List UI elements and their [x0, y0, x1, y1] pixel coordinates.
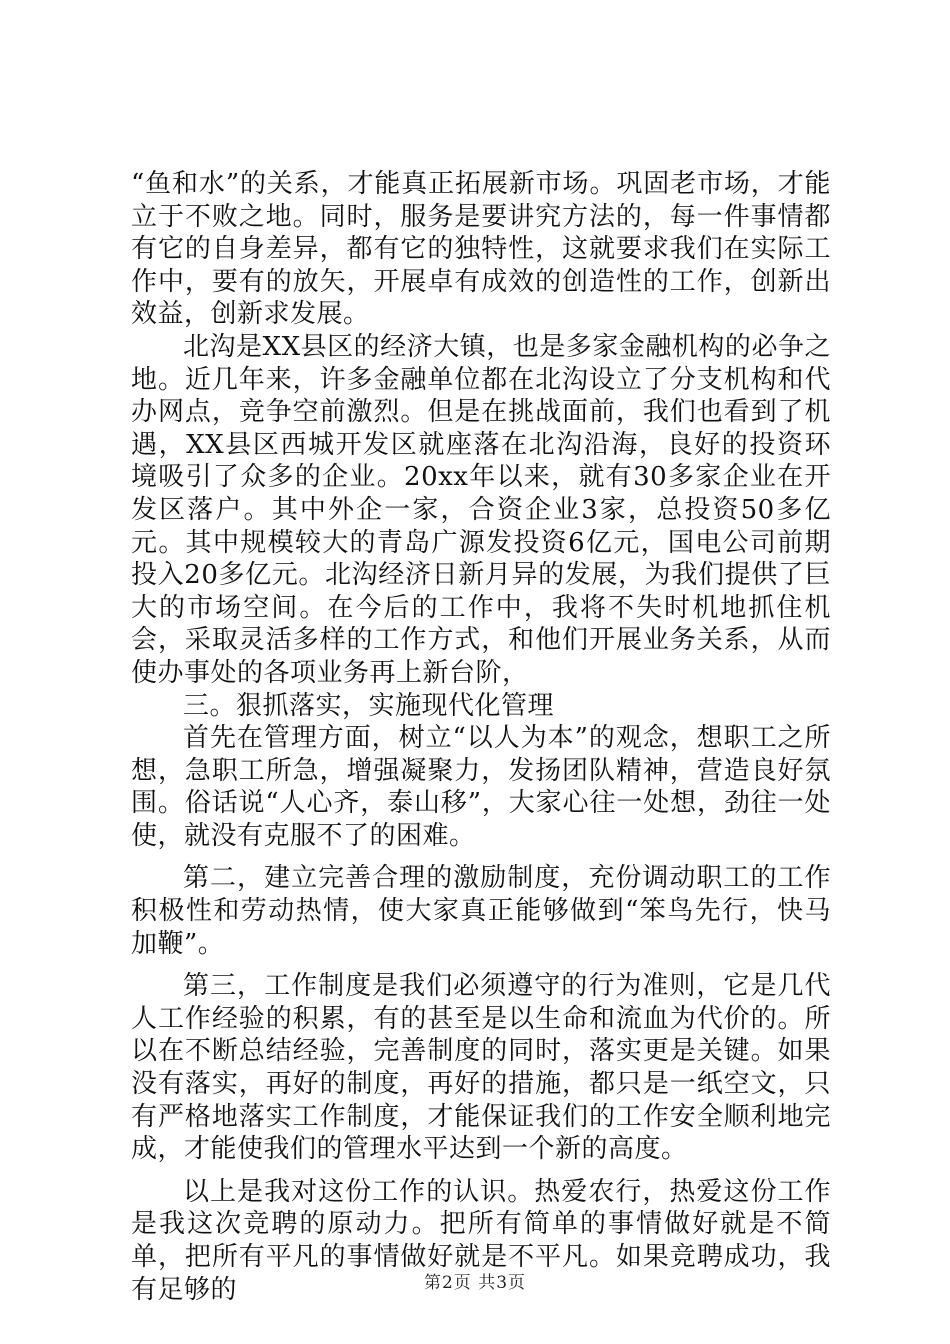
paragraph-management-first: 首先在管理方面，树立“以人为本”的观念，想职工之所想，急职工所急，增强凝聚力，发扬团队精神，营造良好氛围。俗话说“人心齐，泰山移”，大家心往一处想，劲往一处使，就没有克服不了的困难。: [131, 723, 831, 851]
document-body: [131, 168, 831, 1306]
paragraph-continuation: “鱼和水”的关系，才能真正拓展新市场。巩固老市场，才能立于不败之地。同时，服务是要讲究方法的，每一件事情都有它的自身差异，都有它的独特性，这就要求我们在实际工作中，要有的放矢，开展卓有成效的创造性的工作，创新出效益，创新求发展。: [131, 169, 831, 330]
paragraph-management-second: 第二，建立完善合理的激励制度，充份调动职工的工作积极性和劳动热情，使大家真正能够做到“笨鸟先行，快马加鞭”。: [131, 863, 831, 959]
paragraph-beigou: 北沟是XX县区的经济大镇，也是多家金融机构的必争之地。近几年来，许多金融单位都在北沟设立了分支机构和代办网点，竞争空前激烈。但是在挑战面前，我们也看到了机遇，XX县区西城开发区就座落在北沟沿海，良好的投资环境吸引了众多的企业。20xx年以来，就有30多家企业在开发区落户。其中外企一家，合资企业3家，总投资50多亿元。其中规模较大的青岛广源发投资6亿元，国电公司前期投入20多亿元。北沟经济日新月异的发展，为我们提供了巨大的市场空间。在今后的工作中，我将不失时机地抓住机会，采取灵活多样的工作方式，和他们开展业务关系，从而使办事处的各项业务再上新台阶，: [131, 331, 831, 688]
paragraph-conclusion: 以上是我对这份工作的认识。热爱农行，热爱这份工作是我这次竞聘的原动力。把所有简单的事情做好就是不简单，把所有平凡的事情做好就是不平凡。如果竞聘成功，我有足够的: [131, 1176, 831, 1305]
paragraph-management-third: 第三，工作制度是我们必须遵守的行为准则，它是几代人工作经验的积累，有的甚至是以生命和流血为代价的。所以在不断总结经验，完善制度的同时，落实更是关键。如果没有落实，再好的制度，再好的措施，都只是一纸空文，只有严格地落实工作制度，才能保证我们的工作安全顺利地完成，才能使我们的管理水平达到一个新的高度。: [131, 971, 831, 1165]
page-number-footer: 第2页 共3页: [423, 1273, 527, 1293]
section-heading-three: 三。狠抓落实，实施现代化管理: [183, 690, 555, 721]
